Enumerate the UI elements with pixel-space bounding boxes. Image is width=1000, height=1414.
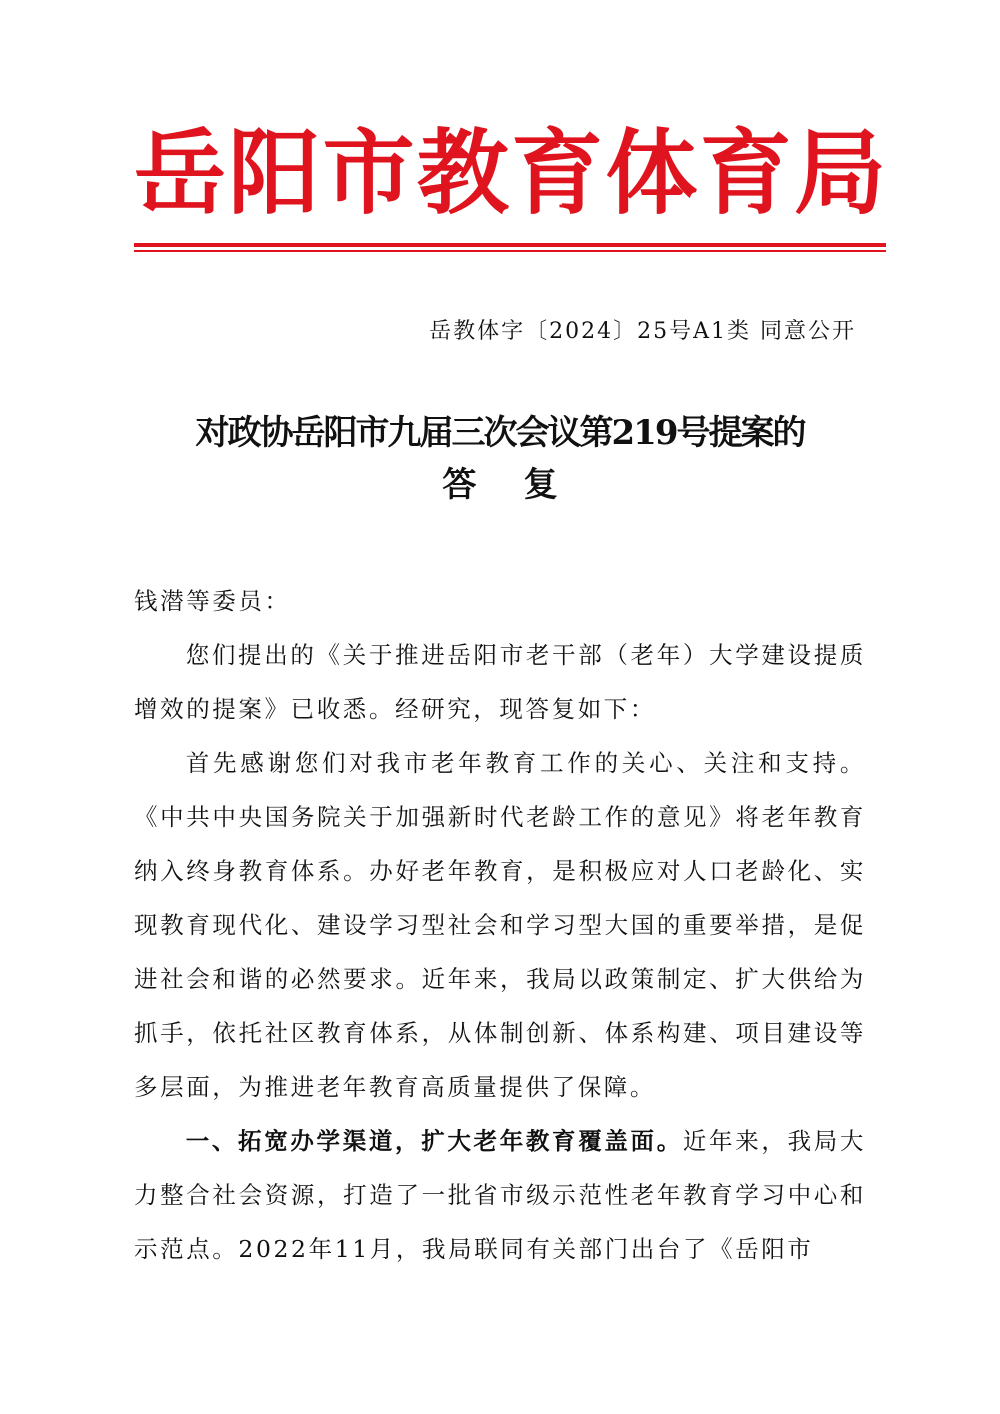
- masthead-rule-thick: [134, 243, 886, 247]
- document-number: 岳教体字〔2024〕25号A1类 同意公开: [429, 319, 856, 344]
- document-title: 对政协岳阳市九届三次会议第219号提案的: [195, 413, 805, 453]
- masthead-char: 市: [322, 119, 415, 227]
- masthead-title: [134, 118, 886, 228]
- section-text: 近年来，我局大力整合社会资源，打造了一批省市级示范性老年教育学习中心和示范点。2022年11月，我局联同有关部门出台了《岳阳市: [134, 1127, 866, 1263]
- paragraph: 首先感谢您们对我市老年教育工作的关心、关注和支持。《中共中央国务院关于加强新时代老龄工作的意见》将老年教育纳入终身教育体系。办好老年教育，是积极应对人口老龄化、实现教育现代化、建设学习型社会和学习型大国的重要举措，是促进社会和谐的必然要求。近年来，我局以政策制定、扩大供给为抓手，依托社区教育体系，从体制创新、体系构建、项目建设等多层面，为推进老年教育高质量提供了保障。: [134, 749, 866, 1101]
- section-paragraph: [134, 1114, 866, 1276]
- masthead-char: 体: [605, 119, 698, 227]
- paragraph: 您们提出的《关于推进岳阳市老干部（老年）大学建设提质增效的提案》已收悉。经研究，现答复如下：: [134, 641, 866, 723]
- masthead-char: 阳: [228, 119, 321, 227]
- salutation: 钱潜等委员：: [134, 587, 291, 615]
- section-heading: 一、拓宽办学渠道，扩大老年教育覆盖面。: [185, 1127, 683, 1155]
- masthead-char: 育: [511, 119, 604, 227]
- document-subtitle: 答 复: [442, 465, 558, 505]
- document-body: [134, 574, 866, 1276]
- masthead-char: 岳: [134, 119, 227, 227]
- masthead-rule-thin: [134, 250, 886, 252]
- masthead-char: 育: [699, 119, 792, 227]
- masthead-char: 局: [793, 119, 886, 227]
- masthead-char: 教: [416, 119, 509, 227]
